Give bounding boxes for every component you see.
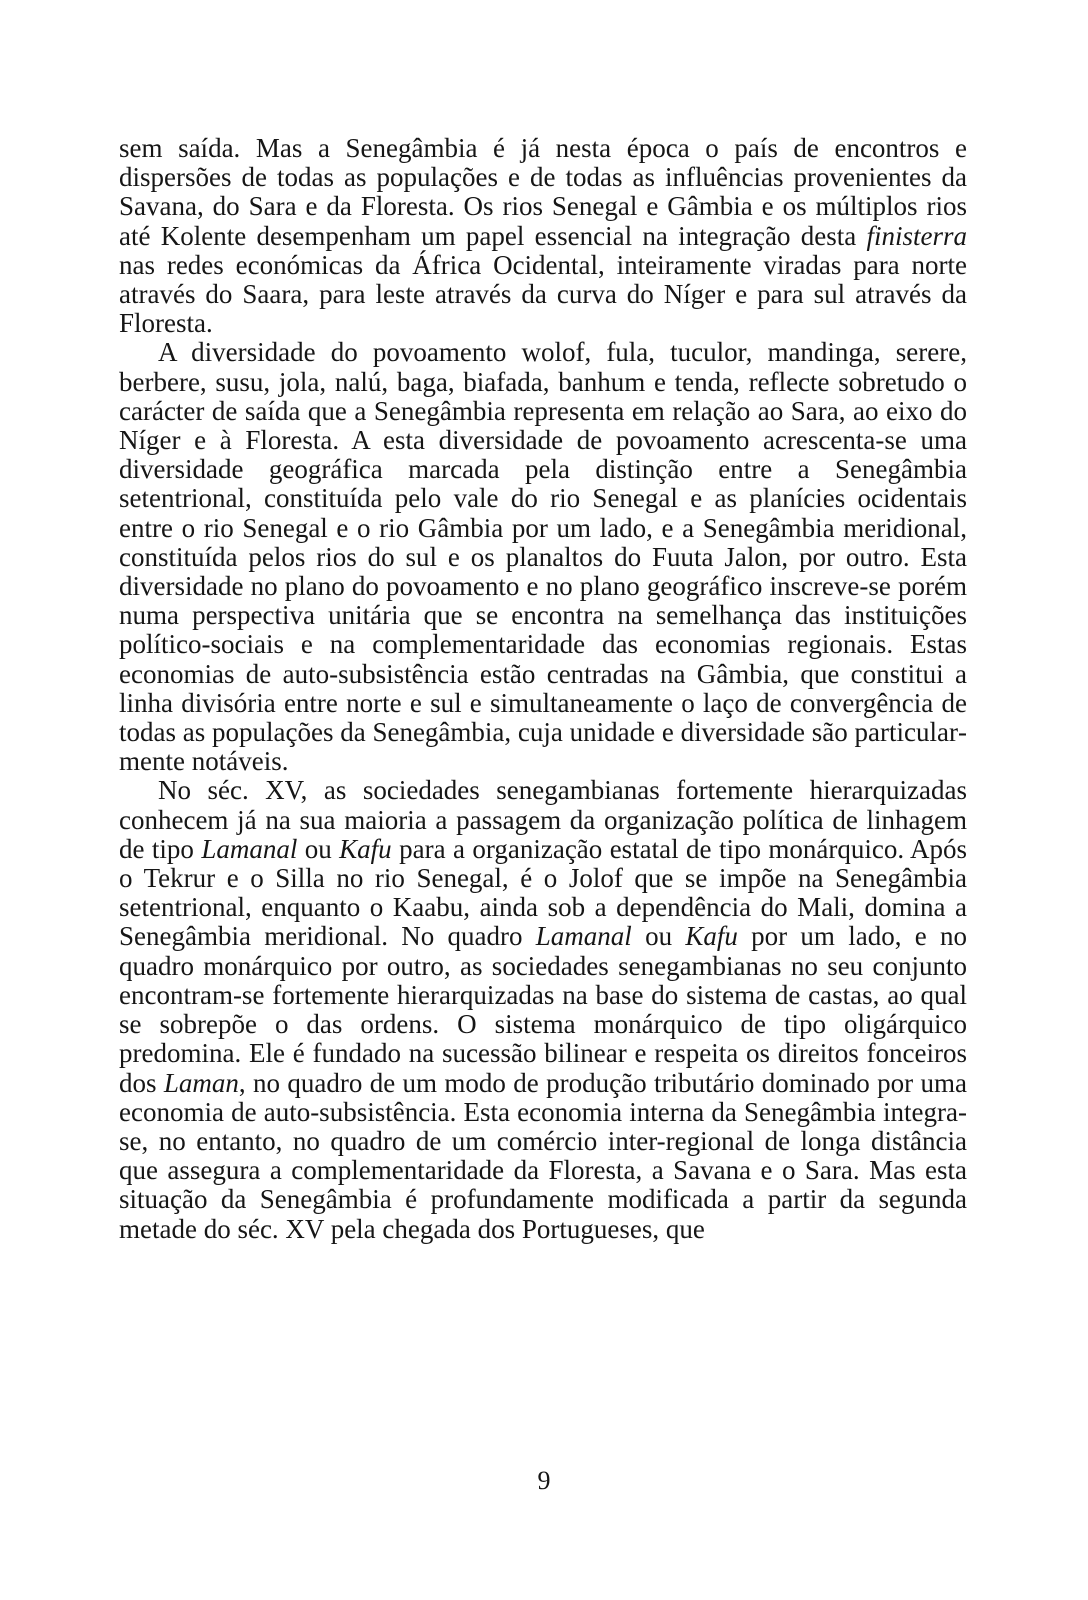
text-segment: ou xyxy=(297,833,340,864)
text-segment: sem saída. Mas a Senegâmbia é já nesta época o país de encontros e dispersões de todas as populações e de todas as influências provenientes da Savana, do Sara e da Floresta. Os rios Senegal e Gâmbia e os múltiplos rios até Kolente desempenham um papel essencial na integração desta xyxy=(119,133,967,251)
italic-term: finisterra xyxy=(866,220,967,251)
text-segment: ou xyxy=(631,921,686,952)
page-body xyxy=(119,134,967,1244)
paragraph-1 xyxy=(119,134,967,338)
text-segment: , no quadro de um modo de produção tributário dominado por uma economia de auto-subsistência. Esta economia interna da Senegâmbia integra-se, no entanto, no quadro de um comércio inter-regional de longa distância que assegura a complementaridade da Floresta, a Savana e o Sara. Mas esta situação da Senegâmbia é profundamente modificada a partir da segunda metade do séc. XV pela chegada dos Portugueses, que xyxy=(119,1067,967,1244)
italic-term: Laman xyxy=(163,1067,239,1098)
text-segment: por um lado, e no quadro monárquico por outro, as sociedades senegambianas no seu conjunto encontram-se fortemente hierarquizadas na base do sistema de castas, ao qual se sobrepõe o das ordens. O sistema monárquico de tipo oligárquico predomina. Ele é fundado na sucessão bilinear e respeita os direitos fonceiros dos xyxy=(119,921,967,1098)
text-segment: nas redes económicas da África Ocidental, inteiramente viradas para norte através do Saara, para leste através da curva do Níger e para sul através da Floresta. xyxy=(119,249,967,339)
italic-term: Kafu xyxy=(685,921,738,952)
italic-term: Kafu xyxy=(339,833,392,864)
italic-term: Lamanal xyxy=(535,921,632,952)
italic-term: Lamanal xyxy=(201,833,298,864)
text-segment: No séc. XV, as sociedades senegambianas fortemente hierarquizadas conhecem já na sua maioria a passagem da organização política de linhagem de tipo xyxy=(119,775,967,864)
text-segment: para a organização estatal de tipo monárquico. Após o Tekrur e o Silla no rio Senegal, é o Jolof que se impõe na Senegâmbia setentrional, enquanto o Kaabu, ainda sob a dependência do Mali, domina a Senegâmbia meridional. No quadro xyxy=(119,833,968,952)
paragraph-2 xyxy=(119,338,967,776)
page-number: 9 xyxy=(537,1466,551,1495)
paragraph-3 xyxy=(119,776,967,1243)
text-segment: A diversidade do povoamento wolof, fula, tuculor, mandinga, serere, berbere, susu, jola, nalú, baga, biafada, banhum e tenda, reflecte sobretudo o carácter de saída que a Senegâmbia representa em relação ao Sara, ao eixo do Níger e à Floresta. A esta diversidade de povoamento acrescenta-se uma diversidade geográfica marcada pela distinção entre a Senegâmbia setentrional, constituída pelo vale do rio Senegal e as planícies ocidentais entre o rio Senegal e o rio Gâmbia por um lado, e a Senegâmbia meridional, constituída pelos rios do sul e os planaltos do Fuuta Jalon, por outro. Esta diversidade no plano do povoamento e no plano geográfico inscreve-se porém numa perspectiva unitária que se encontra na semelhança das instituições político-sociais e na complementaridade das economias regionais. Estas economias de auto-subsistência estão centradas na Gâmbia, que constitui a linha divisória entre norte e sul e simultaneamente o laço de convergência de todas as populações da Senegâmbia, cuja unidade e diversidade são particularmente notáveis. xyxy=(119,337,967,777)
